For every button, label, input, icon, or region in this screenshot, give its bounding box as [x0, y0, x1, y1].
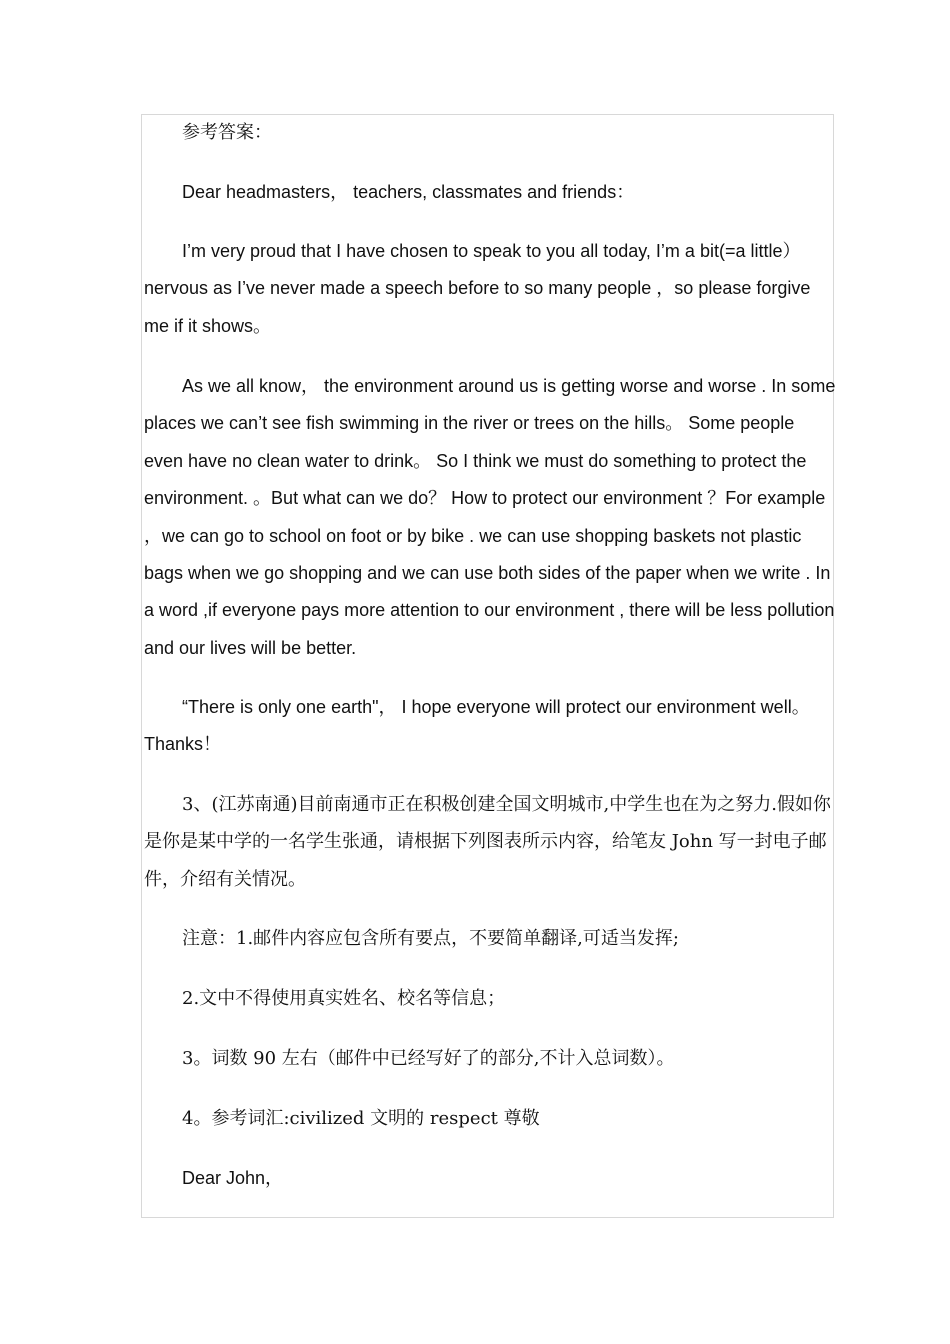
speech-paragraph-2: As we all know， the environment around us is getting worse and worse . In some places we can’t see fish swimming in the river or trees on the hills。 Some people even have no clean water to drink。 So I think we must do something to protect the environment. 。But what can we do？ How to protect our environment ？For example ，we can go to school on foot or by bike . we can use shopping baskets not plastic bags when we go shopping and we can use both sides of the paper when we write . In a word ,if everyone pays more attention to our environment , there will be less pollution and our lives will be better. — [144, 376, 836, 658]
note-3: 3。词数 90 左右（邮件中已经写好了的部分,不计入总词数）。 — [182, 1048, 675, 1069]
speech-paragraph-1: I’m very proud that I have chosen to speak to you all today, I’m a bit(=a little）nervous as I’ve never made a speech before to so many people ，so please forgive me if it shows。 — [144, 241, 811, 336]
question-3-prompt: 3、(江苏南通)目前南通市正在积极创建全国文明城市,中学生也在为之努力.假如你是你是某中学的一名学生张通，请根据下列图表所示内容，给笔友 John 写一封电子邮件，介绍有关情况。 — [144, 794, 831, 890]
note-2: 2.文中不得使用真实姓名、校名等信息； — [182, 988, 506, 1009]
speech-paragraph-3: “There is only one earth"， I hope everyone will protect our environment well。Thanks！ — [144, 697, 810, 755]
speech-greeting: Dear headmasters， teachers, classmates and friends： — [182, 182, 635, 202]
note-1: 注意：1.邮件内容应包含所有要点，不要简单翻译,可适当发挥; — [182, 928, 679, 949]
note-4-vocabulary: 4。参考词汇:civilized 文明的 respect 尊敬 — [182, 1108, 540, 1129]
answer-label: 参考答案： — [182, 122, 272, 143]
email-salutation: Dear John， — [182, 1168, 284, 1188]
